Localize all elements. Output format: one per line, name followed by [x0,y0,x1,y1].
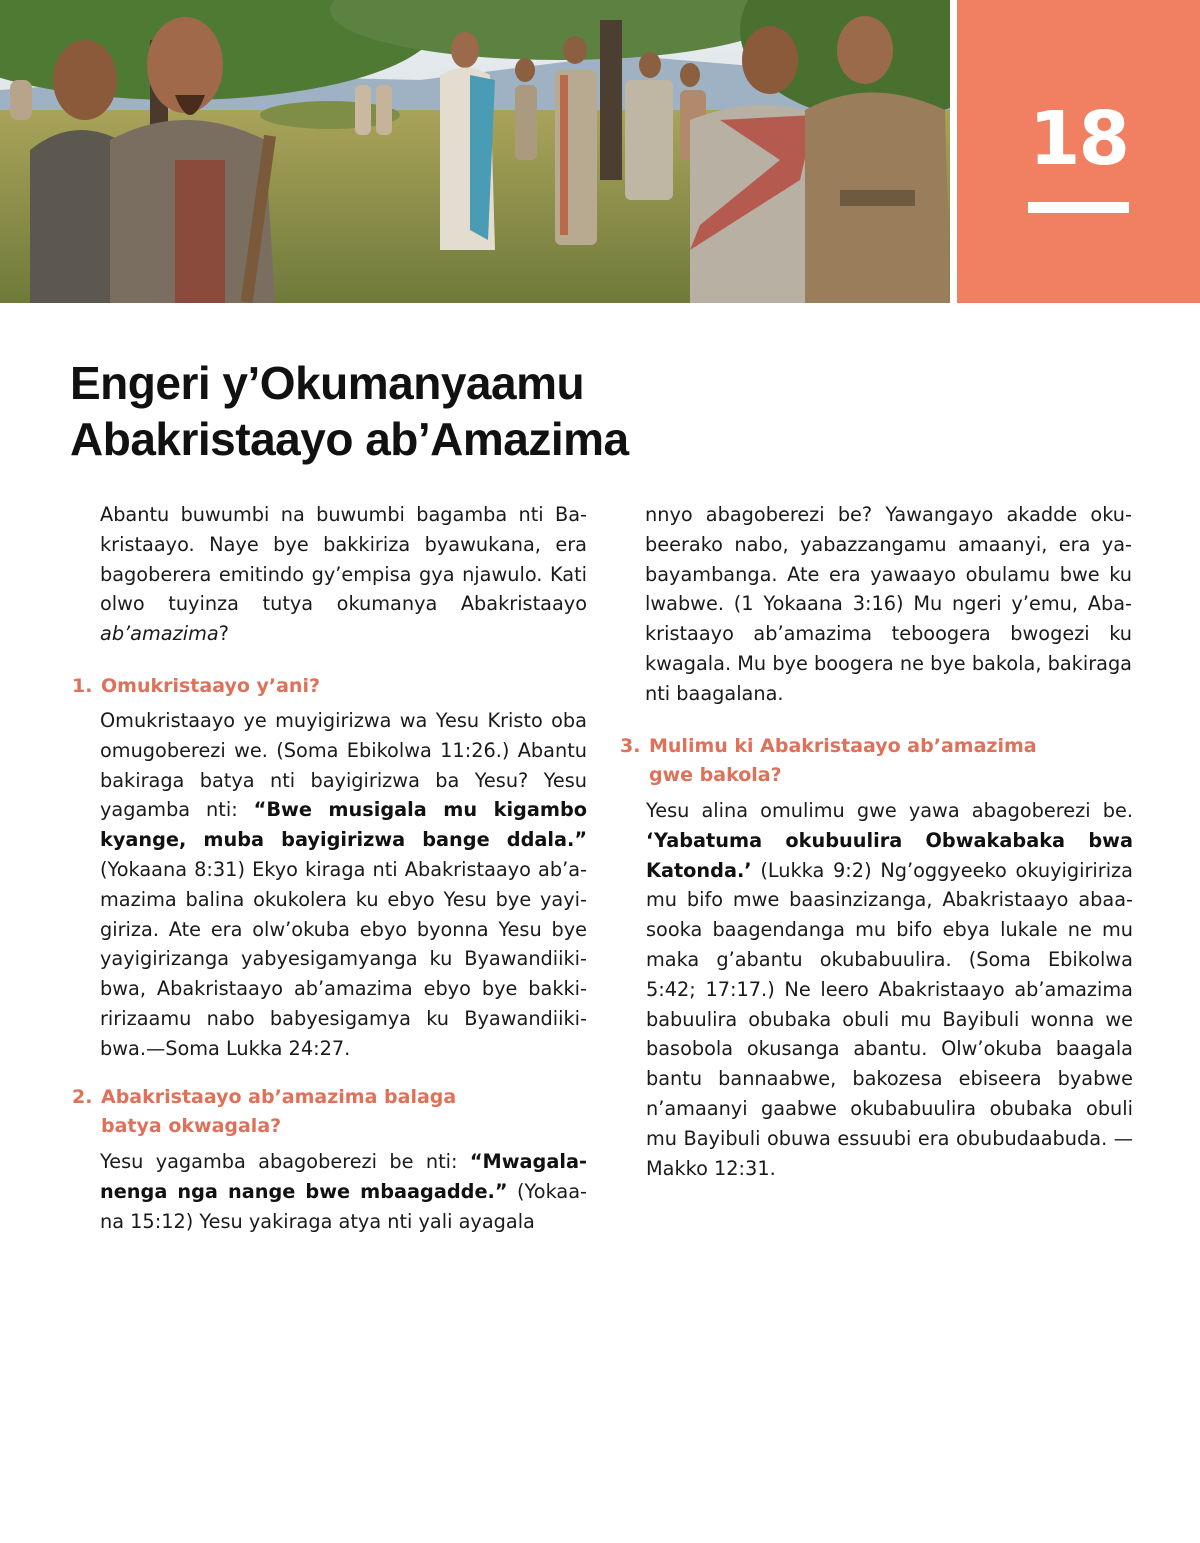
section-3-paragraph [646,796,1133,1183]
question-3-number: 3. [620,735,641,757]
section-3-quote: ‘Yabatuma okubuulira Obwakabaka bwa Katonda.’ [646,828,1133,882]
lesson-number-underline [1028,202,1129,213]
question-2-text: Abakristaayo ab’amazima balaga batya okwagala? [101,1086,457,1137]
page-title [70,355,629,467]
question-1-text: Omukristaayo y’ani? [101,675,320,697]
section-2-text-b-continued: nnyo abagoberezi be? Yawangayo akadde okubeerako nabo, yabazzangamu amaanyi, era yabayambanga. Ate era yawaayo obulamu bwe ku lwabwe. (1 Yokaana 3:16) Mu ngeri y’emu, Abakristaayo ab’amazima teboogera bwogezi ku kwagala. Mu bye boogera ne bye bakola, bakiraga nti baagalana. [645,503,1132,705]
page-title-line-1: Engeri y’Okumanyaamu [70,357,585,409]
section-2-paragraph-part-1 [100,1147,587,1237]
question-1-heading [72,672,572,701]
section-1-paragraph [100,706,587,1064]
section-3-text-b: (Lukka 9:2) Ng’oggyeeko okuyigiririza mu bifo mwe baasinzizanga, Abakristaayo abaasooka baagendanga mu bifo ebya lukale ne mu maka g’abantu okubabuulira. (Soma Ebikolwa 5:42; 17:17.) Ne leero Abakristaayo ab’amazima babuulira obubaka obuli mu Bayibuli wonna we basobola okusanga abantu. Olw’okuba baagala bantu bannaabwe, bakozesa ebiseera byabwe n’amaanyi gaabwe okubabuulira obubaka obuli mu Bayibuli obuwa essuubi era obubudaabuda. —Makko 12:31. [646,858,1133,1180]
section-1-quote: “Bwe musigala mu kigambo kyange, muba bayigirizwa bange ddala.” [100,798,588,852]
lesson-number-box [957,0,1200,303]
section-1-text-a: Omukristaayo ye muyigirizwa wa Yesu Kristo oba omugoberezi we. (Soma Ebikolwa 11:26.) Abantu bakiraga batya nti bayigirizwa ba Yesu? Yesu yagamba nti: [100,709,587,822]
hero-photo [0,0,950,303]
section-2-quote: “Mwagalanenga nga nange bwe mbaagadde.” [100,1150,587,1203]
question-2-number: 2. [72,1086,93,1108]
intro-paragraph [100,500,587,649]
section-2-paragraph-part-2 [645,500,1132,709]
section-2-text-b: (Yokaana 15:12) Yesu yakiraga atya nti yali ayagala [100,1179,587,1233]
intro-text: Abantu buwumbi na buwumbi bagamba nti Bakristaayo. Naye bye bakkiriza byawukana, era bagoberera emitindo gy’empisa gya njawulo. Kati olwo tuyinza tutya okumanya Abakristaayo [100,503,587,616]
intro-emphasis: ab’amazima [100,622,219,646]
question-2-heading [72,1083,492,1140]
question-3-heading [620,732,1060,789]
lesson-number: 18 [1029,96,1128,182]
section-1-text-b: (Yokaana 8:31) Ekyo kiraga nti Abakristaayo ab’amazima balina okukolera ku ebyo Yesu bye yayigiriza. Ate era olw’okuba ebyo byonna Yesu bye yayigirizanga yabyesigamyanga ku Byawandiikibwa, Abakristaayo ab’amazima ebyo bye bakkiririzaamu nabo babyesigamya ku Byawandiikibwa.—Soma Lukka 24:27. [100,857,587,1060]
page-title-line-2: Abakristaayo ab’Amazima [70,413,629,465]
section-2-text-a: Yesu yagamba abagoberezi be nti: [100,1150,470,1173]
photo-illustration-icon [0,0,950,303]
question-1-number: 1. [72,675,93,697]
section-3-text-a: Yesu alina omulimu gwe yawa abagoberezi be. [646,799,1133,822]
question-3-text: Mulimu ki Abakristaayo ab’amazima gwe bakola? [649,735,1037,786]
intro-end: ? [218,622,229,646]
